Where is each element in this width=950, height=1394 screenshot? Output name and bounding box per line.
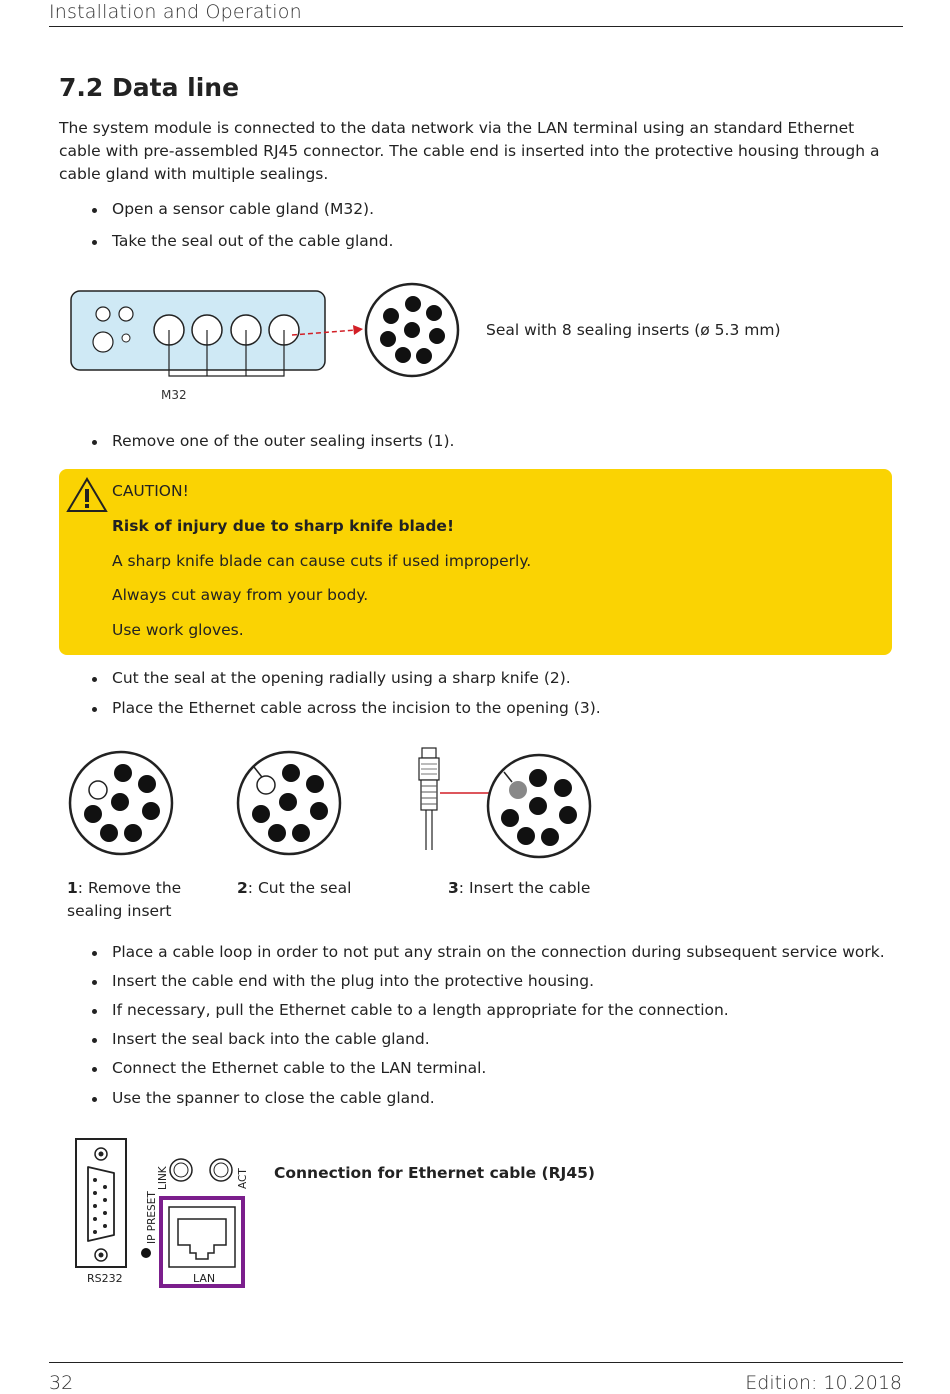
seal-steps-figure bbox=[60, 740, 620, 870]
caption-step-3: 3: Insert the cable bbox=[448, 879, 591, 897]
seal-step-3-icon bbox=[488, 755, 590, 857]
ip-preset-button-icon bbox=[141, 1248, 151, 1258]
list-item: Place the Ethernet cable across the incision to the opening (3). bbox=[112, 699, 601, 717]
caution-heading: CAUTION! bbox=[112, 482, 189, 500]
bullet-icon bbox=[92, 1038, 97, 1043]
list-item: Connect the Ethernet cable to the LAN terminal. bbox=[112, 1059, 486, 1077]
caution-risk: Risk of injury due to sharp knife blade! bbox=[112, 517, 455, 535]
bullet-icon bbox=[92, 1097, 97, 1102]
seal-caption: Seal with 8 sealing inserts (ø 5.3 mm) bbox=[486, 321, 781, 339]
bullet-icon bbox=[92, 1067, 97, 1072]
section-title: 7.2 Data line bbox=[59, 73, 240, 102]
list-item: Cut the seal at the opening radially using a sharp knife (2). bbox=[112, 669, 571, 687]
list-item: If necessary, pull the Ethernet cable to a length appropriate for the connection. bbox=[112, 1001, 729, 1019]
page-number: 32 bbox=[49, 1372, 74, 1394]
caution-line: A sharp knife blade can cause cuts if used improperly. bbox=[112, 552, 532, 570]
bullet-icon bbox=[92, 707, 97, 712]
bullet-icon bbox=[92, 440, 97, 445]
seal-icon bbox=[366, 284, 458, 376]
caption-step-1: 1: Remove the sealing insert bbox=[67, 879, 182, 920]
seal-step-2-icon bbox=[238, 752, 340, 854]
ip-preset-label: IP PRESET bbox=[146, 1191, 158, 1244]
list-item: Insert the seal back into the cable gland. bbox=[112, 1030, 430, 1048]
caption-step-2: 2: Cut the seal bbox=[237, 879, 352, 897]
connection-caption: Connection for Ethernet cable (RJ45) bbox=[274, 1164, 595, 1182]
intro-paragraph: The system module is connected to the data network via the LAN terminal using an standard Ethernet cable with pre-assembled RJ45 connector. The cable end is inserted into the protective housing through a cable gland with multiple sealings. bbox=[59, 119, 880, 183]
list-item: Take the seal out of the cable gland. bbox=[112, 232, 393, 250]
bullet-icon bbox=[92, 980, 97, 985]
bullet-icon bbox=[92, 1009, 97, 1014]
list-item: Open a sensor cable gland (M32). bbox=[112, 200, 374, 218]
edition-label: Edition: 10.2018 bbox=[745, 1372, 902, 1394]
rs232-label: RS232 bbox=[87, 1272, 123, 1285]
gland-label: M32 bbox=[161, 388, 187, 402]
footer-rule bbox=[49, 1362, 903, 1363]
warning-triangle-icon bbox=[66, 477, 108, 513]
seal-step-1-icon bbox=[70, 752, 172, 854]
list-item: Use the spanner to close the cable gland. bbox=[112, 1089, 435, 1107]
caution-line: Always cut away from your body. bbox=[112, 586, 369, 604]
link-label: LINK bbox=[157, 1166, 169, 1190]
cable-gland-figure bbox=[60, 280, 480, 410]
bullet-icon bbox=[92, 208, 97, 213]
list-item: Remove one of the outer sealing inserts (1). bbox=[112, 432, 454, 450]
bullet-icon bbox=[92, 240, 97, 245]
act-label: ACT bbox=[237, 1168, 249, 1189]
caution-line: Use work gloves. bbox=[112, 621, 244, 639]
list-item: Insert the cable end with the plug into the protective housing. bbox=[112, 972, 594, 990]
running-header: Installation and Operation bbox=[49, 1, 302, 23]
ethernet-plug-icon bbox=[419, 748, 439, 850]
list-item: Place a cable loop in order to not put any strain on the connection during subsequent service work. bbox=[112, 943, 885, 961]
bullet-icon bbox=[92, 677, 97, 682]
lan-label: LAN bbox=[193, 1272, 216, 1285]
header-rule bbox=[49, 26, 903, 27]
bullet-icon bbox=[92, 951, 97, 956]
caution-box bbox=[59, 469, 892, 655]
connector-panel-figure bbox=[70, 1135, 260, 1295]
